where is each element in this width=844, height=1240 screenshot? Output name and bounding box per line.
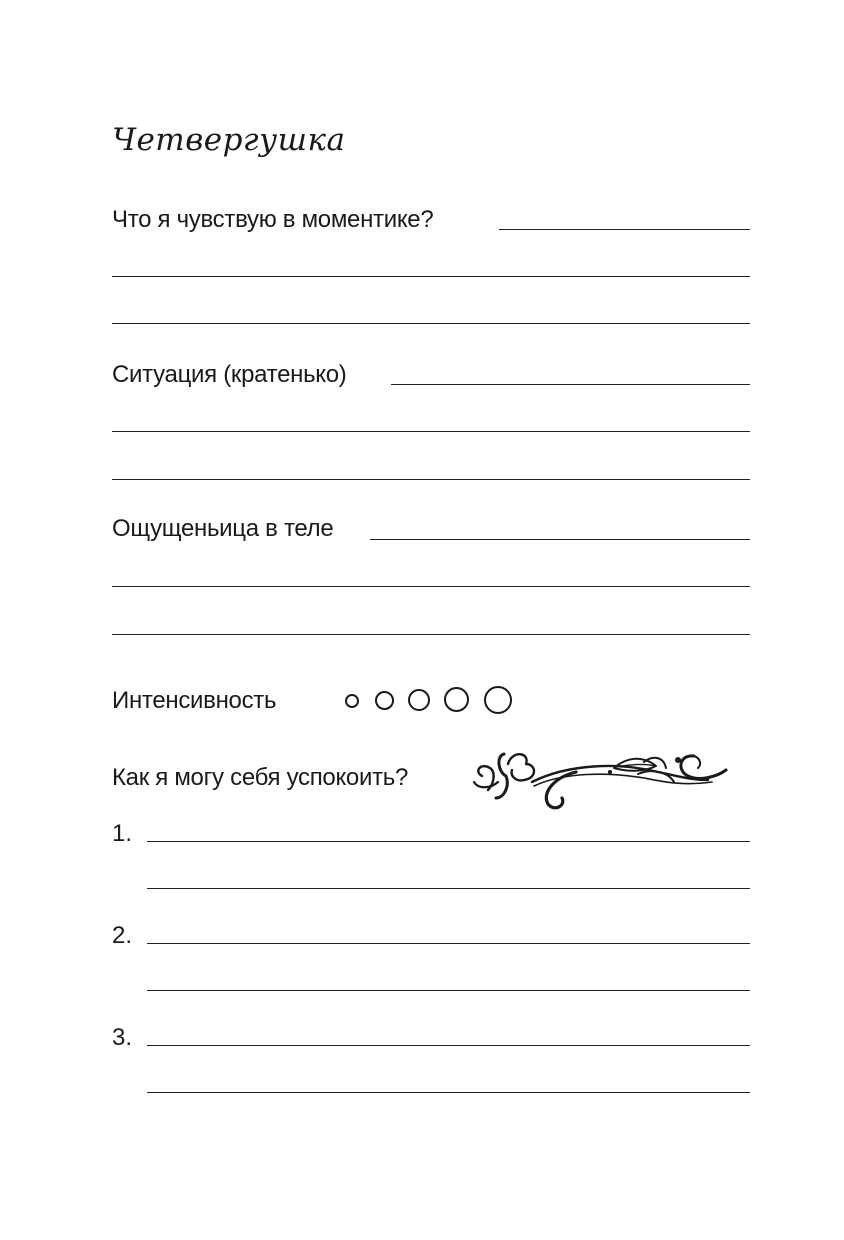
situation-answer-line-1[interactable] [391, 384, 750, 385]
calm-item-number-3: 3. [112, 1024, 133, 1051]
intensity-label: Интенсивность [112, 687, 277, 714]
calm-item-1-line-1[interactable] [147, 841, 750, 842]
page-title: Четвергушка [112, 122, 346, 158]
feeling-answer-line-3[interactable] [112, 323, 750, 324]
intensity-circle-1[interactable] [345, 694, 359, 708]
situation-answer-line-2[interactable] [112, 431, 750, 432]
situation-answer-line-3[interactable] [112, 479, 750, 480]
situation-question: Ситуация (кратенько) [112, 361, 347, 388]
calm-item-3-line-2[interactable] [147, 1092, 750, 1093]
feeling-question: Что я чувствую в моментике? [112, 206, 434, 233]
calm-item-2-line-1[interactable] [147, 943, 750, 944]
calm-item-number-1: 1. [112, 820, 133, 847]
intensity-circle-2[interactable] [375, 691, 394, 710]
body-sensations-question: Ощущеньица в теле [112, 515, 334, 542]
body-answer-line-1[interactable] [370, 539, 750, 540]
calm-item-number-2: 2. [112, 922, 133, 949]
body-answer-line-2[interactable] [112, 586, 750, 587]
calm-item-1-line-2[interactable] [147, 888, 750, 889]
feeling-answer-line-1[interactable] [499, 229, 750, 230]
feeling-answer-line-2[interactable] [112, 276, 750, 277]
intensity-circle-5[interactable] [484, 686, 512, 714]
intensity-circle-3[interactable] [408, 689, 430, 711]
body-answer-line-3[interactable] [112, 634, 750, 635]
calm-item-2-line-2[interactable] [147, 990, 750, 991]
intensity-circle-4[interactable] [444, 687, 469, 712]
calm-item-3-line-1[interactable] [147, 1045, 750, 1046]
flourish-ornament-icon [468, 742, 734, 814]
calm-question: Как я могу себя успокоить? [112, 764, 409, 791]
